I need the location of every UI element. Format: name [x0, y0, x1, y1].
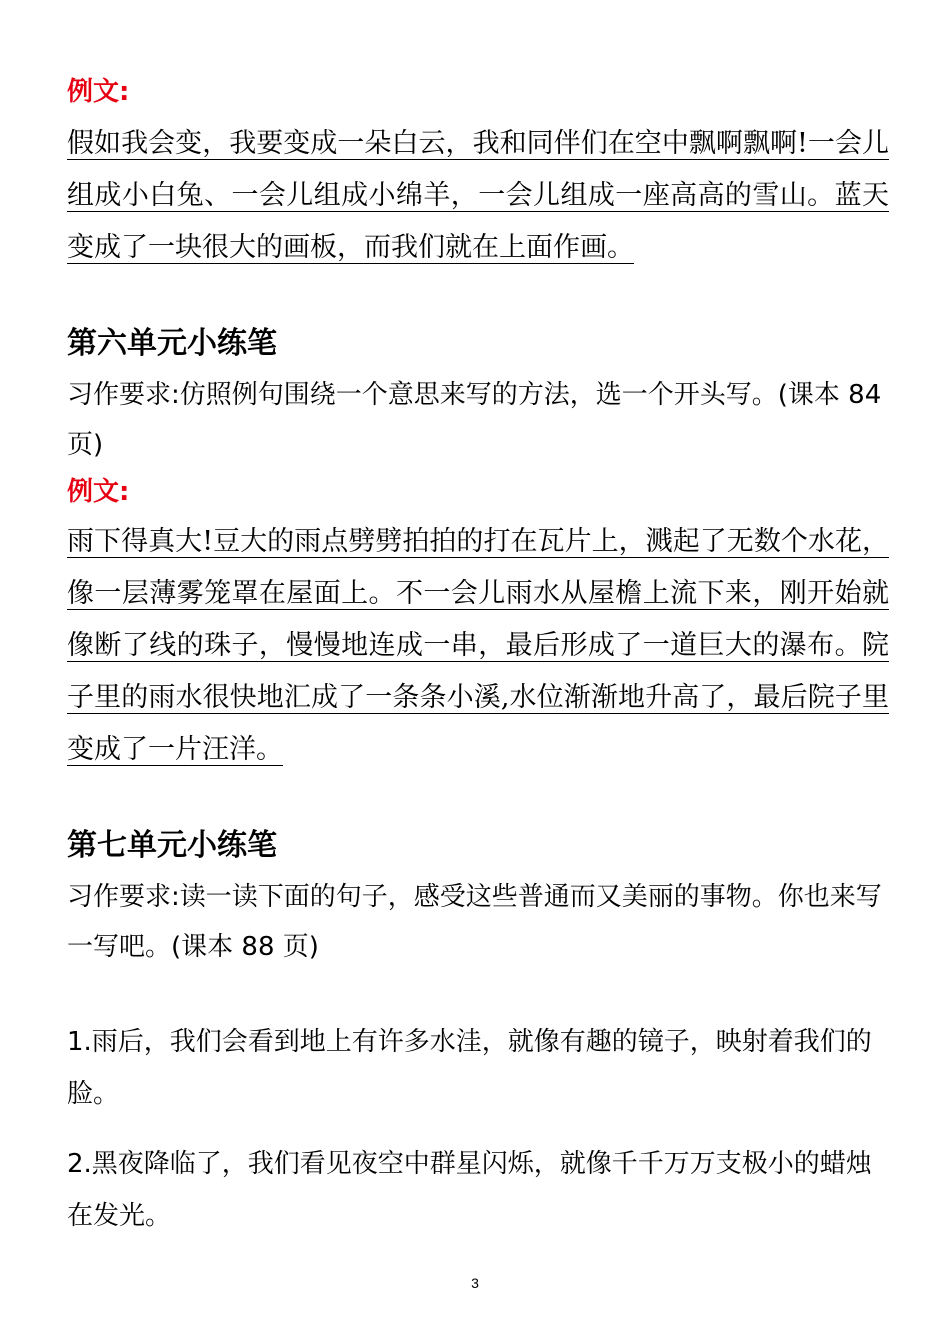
example-label: 例文:: [67, 77, 130, 107]
example-paragraph: [67, 516, 889, 776]
list-item: 2.黑夜降临了，我们看见夜空中群星闪烁，就像千千万万支极小的蜡烛在发光。: [67, 1149, 872, 1231]
example-paragraph: [67, 118, 889, 274]
section-heading: 第七单元小练笔: [67, 828, 277, 863]
section-heading: 第六单元小练笔: [67, 326, 277, 361]
list-item: 1.雨后，我们会看到地上有许多水洼，就像有趣的镜子，映射着我们的脸。: [67, 1027, 872, 1109]
page-number: 3: [471, 1275, 479, 1291]
requirement-text: 习作要求:读一读下面的句子，感受这些普通而又美丽的事物。你也来写一写吧。(课本 88 页): [67, 882, 882, 962]
example-text: 雨下得真大!豆大的雨点劈劈拍拍的打在瓦片上，溅起了无数个水花，像一层薄雾笼罩在屋面上。不一会儿雨水从屋檐上流下来，刚开始就像断了线的珠子，慢慢地连成一串，最后形成了一道巨大的瀑布。院子里的雨水很快地汇成了一条条小溪,水位渐渐地升高了，最后院子里变成了一片汪洋。: [67, 526, 889, 765]
example-label: 例文:: [67, 477, 130, 507]
example-text: 假如我会变，我要变成一朵白云，我和同伴们在空中飘啊飘啊!一会儿组成小白兔、一会儿组成小绵羊，一会儿组成一座高高的雪山。蓝天变成了一块很大的画板，而我们就在上面作画。: [67, 128, 889, 263]
document-page: [67, 72, 889, 1242]
requirement-text: 习作要求:仿照例句围绕一个意思来写的方法，选一个开头写。(课本 84 页): [67, 380, 882, 460]
